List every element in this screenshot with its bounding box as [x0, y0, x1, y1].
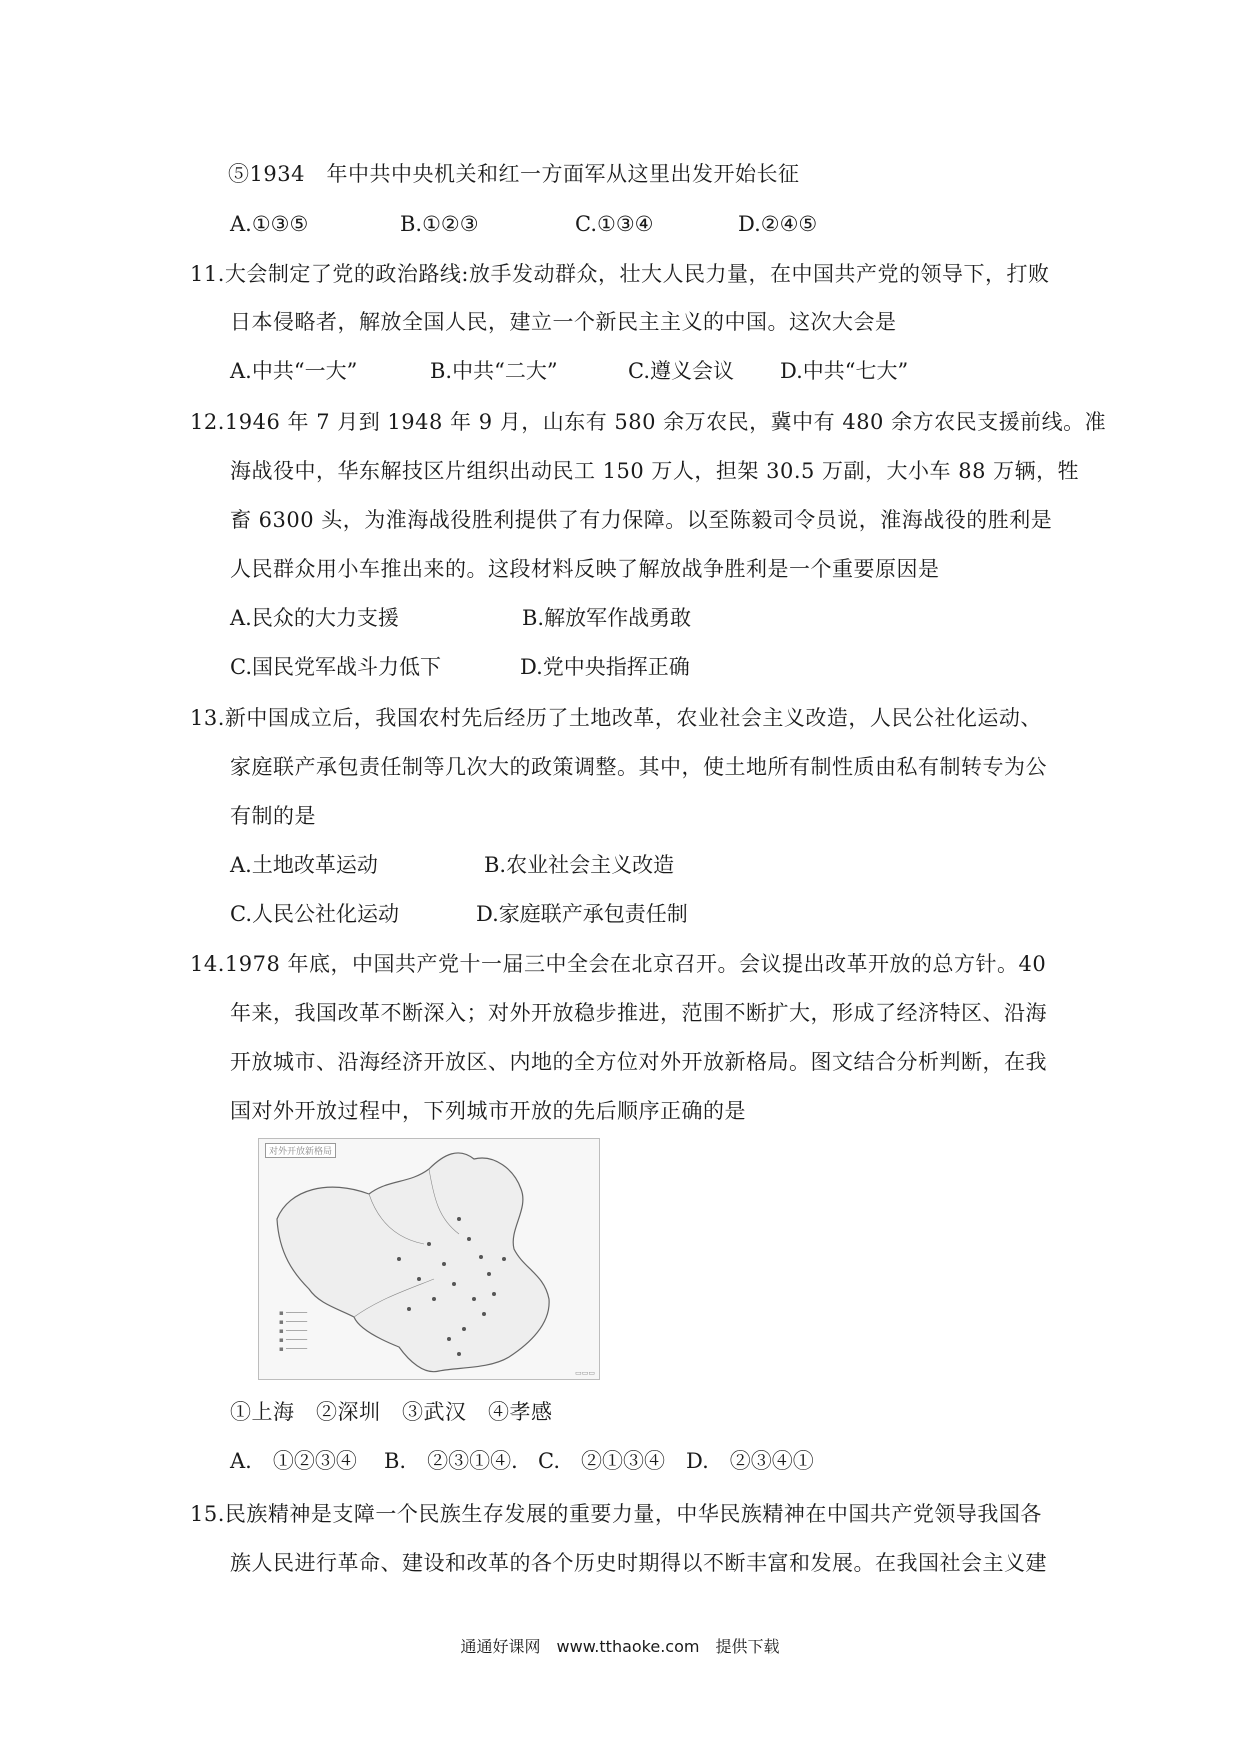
q12-option-d: D.党中央指挥正确: [520, 655, 690, 679]
q13-stem-line-2: 家庭联产承包责任制等几次大的政策调整。其中，使土地所有制性质由私有制转专为公: [230, 755, 1047, 779]
q14-stem-line-2: 年来，我国改革不断深入；对外开放稳步推进，范围不断扩大，形成了经济特区、沿海: [230, 1001, 1047, 1025]
q13-option-a: A.土地改革运动: [230, 853, 378, 877]
q14-option-b: B. ②③①④．: [384, 1449, 533, 1473]
q12-stem-line-3: 畜 6300 头，为淮海战役胜利提供了有力保障。以至陈毅司令员说，淮海战役的胜利是: [230, 508, 1053, 532]
q14-stem-line-3: 开放城市、沿海经济开放区、内地的全方位对外开放新格局。图文结合分析判断，在我: [230, 1050, 1047, 1074]
q14-items: ①上海 ②深圳 ③武汉 ④孝感: [230, 1400, 553, 1424]
q12-stem-line-2: 海战役中，华东解技区片组织出动民工 150 万人，担架 30.5 万副，大小车 88 万辆，牲: [230, 459, 1080, 483]
q14-option-a: A. ①②③④: [230, 1449, 357, 1473]
q12-option-c: C.国民党军战斗力低下: [230, 655, 441, 679]
q10-option-d: D.②④⑤: [738, 212, 818, 236]
opening-up-map: [258, 1138, 600, 1380]
q12-stem-line-1: 12.1946 年 7 月到 1948 年 9 月，山东有 580 余万农民，冀中有 480 余方农民支援前线。准: [190, 410, 1107, 434]
q13-stem-line-1: 13.新中国成立后，我国农村先后经历了土地改革，农业社会主义改造，人民公社化运动、: [190, 706, 1042, 730]
q13-stem-line-3: 有制的是: [230, 804, 316, 828]
q14-option-d: D. ②③④①: [686, 1449, 814, 1473]
q11-option-b: B.中共“二大”: [430, 359, 558, 383]
q15-stem-line-1: 15.民族精神是支障一个民族生存发展的重要力量，中华民族精神在中国共产党领导我国各: [190, 1502, 1042, 1526]
q10-option-a: A.①③⑤: [230, 212, 309, 236]
map-legend: ▪ ───── ▪ ───── ▪ ───── ▪ ───── ▪ ─────: [279, 1309, 308, 1353]
q14-stem-line-1: 14.1978 年底，中国共产党十一届三中全会在北京召开。会议提出改革开放的总方针。40: [190, 952, 1047, 976]
page-footer: 通通好课网 www.tthaoke.com 提供下载: [460, 1637, 780, 1656]
q14-stem-line-4: 国对外开放过程中，下列城市开放的先后顺序正确的是: [230, 1099, 746, 1123]
q11-stem-line-1: 11.大会制定了党的政治路线:放手发动群众，壮大人民力量，在中国共产党的领导下，打败: [190, 262, 1050, 286]
map-title: 对外开放新格局: [265, 1143, 336, 1158]
q10-option-c: C.①③④: [575, 212, 654, 236]
map-scale: ▭▭▭: [575, 1369, 595, 1377]
q13-option-b: B.农业社会主义改造: [484, 853, 675, 877]
q14-option-c: C. ②①③④: [538, 1449, 665, 1473]
q11-option-c: C.遵义会议: [628, 359, 734, 383]
q13-option-c: C.人民公社化运动: [230, 902, 399, 926]
q12-option-a: A.民众的大力支援: [230, 606, 399, 630]
q11-stem-line-2: 日本侵略者，解放全国人民，建立一个新民主主义的中国。这次大会是: [230, 310, 897, 334]
q12-stem-line-4: 人民群众用小车推出来的。这段材料反映了解放战争胜利是一个重要原因是: [230, 557, 940, 581]
q11-option-a: A.中共“一大”: [230, 359, 358, 383]
q11-option-d: D.中共“七大”: [780, 359, 909, 383]
q10-item-5: ⑤1934 年中共中央机关和红一方面军从这里出发开始长征: [228, 162, 800, 186]
q13-option-d: D.家庭联产承包责任制: [476, 902, 688, 926]
q15-stem-line-2: 族人民进行革命、建设和改革的各个历史时期得以不断丰富和发展。在我国社会主义建: [230, 1551, 1047, 1575]
q12-option-b: B.解放军作战勇敢: [522, 606, 692, 630]
q10-option-b: B.①②③: [400, 212, 479, 236]
